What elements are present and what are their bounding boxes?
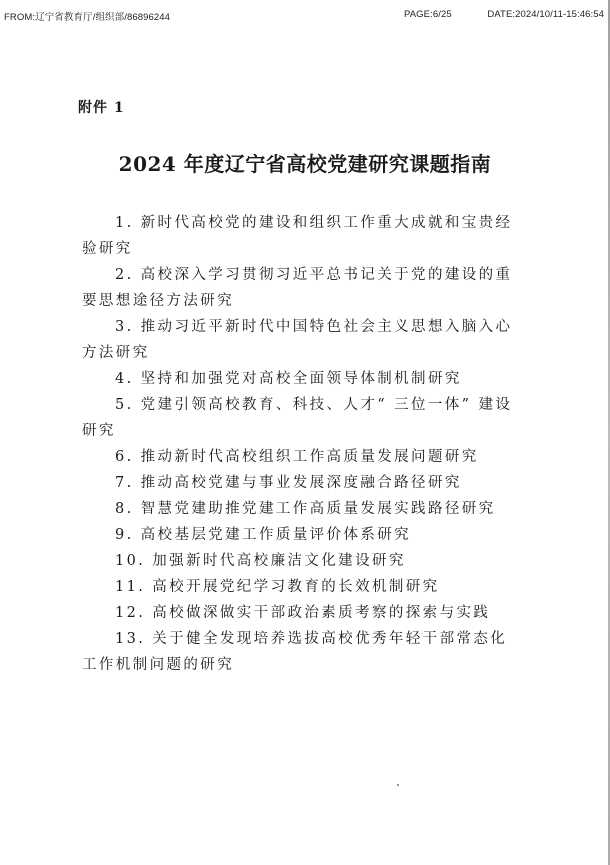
topic-item-4: 4. 坚持和加强党对高校全面领导体制机制研究 <box>115 371 462 387</box>
attachment-label: 附件 1 <box>78 100 125 116</box>
topic-item-7: 7. 推动高校党建与事业发展深度融合路径研究 <box>115 475 462 491</box>
fax-from: FROM:辽宁省教育厅/组织部/86896244 <box>4 12 171 23</box>
topic-list <box>82 210 522 678</box>
topic-item-12: 12. 高校做深做实干部政治素质考察的探索与实践 <box>115 605 491 621</box>
topic-item-9: 9. 高校基层党建工作质量评价体系研究 <box>115 527 412 543</box>
topic-item-11: 11. 高校开展党纪学习教育的长效机制研究 <box>115 579 440 595</box>
topic-item-5: 5. 党建引领高校教育、科技、人才“ 三位一体” 建设研究 <box>82 397 513 439</box>
topic-item-3: 3. 推动习近平新时代中国特色社会主义思想入脑入心方法研究 <box>82 319 513 361</box>
topic-item-1: 1. 新时代高校党的建设和组织工作重大成就和宝贵经验研究 <box>82 215 513 257</box>
fax-header <box>4 9 604 23</box>
topic-item-10: 10. 加强新时代高校廉洁文化建设研究 <box>115 553 406 569</box>
document-title: 2024 年度辽宁省高校党建研究课题指南 <box>118 152 492 176</box>
scan-speck <box>397 784 399 786</box>
topic-item-8: 8. 智慧党建助推党建工作高质量发展实践路径研究 <box>115 501 496 517</box>
topic-item-13: 13. 关于健全发现培养选拔高校优秀年轻干部常态化工作机制问题的研究 <box>82 631 508 673</box>
topic-item-2: 2. 高校深入学习贯彻习近平总书记关于党的建设的重要思想途径方法研究 <box>82 267 513 309</box>
topic-item-6: 6. 推动新时代高校组织工作高质量发展问题研究 <box>115 449 479 465</box>
fax-page-number: PAGE:6/25 <box>404 9 452 20</box>
fax-date: DATE:2024/10/11-15:46:54 <box>487 9 604 20</box>
